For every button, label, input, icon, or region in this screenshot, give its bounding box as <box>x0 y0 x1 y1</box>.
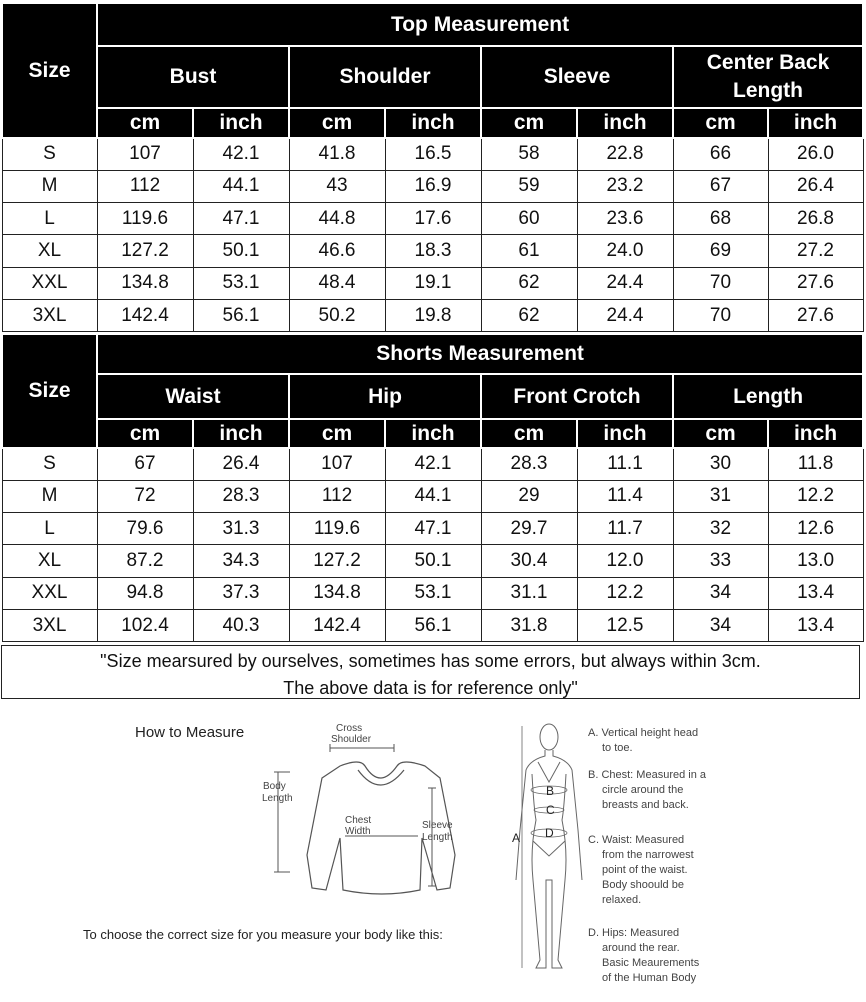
value-cell: 12.0 <box>577 545 673 577</box>
value-cell: 58 <box>481 138 577 170</box>
value-cell: 24.0 <box>577 235 673 267</box>
value-cell: 12.2 <box>768 480 863 512</box>
value-cell: 50.1 <box>385 545 481 577</box>
note-text: D. Hips: Measured <box>588 927 680 939</box>
value-cell: 50.1 <box>193 235 289 267</box>
size-cell: 3XL <box>2 609 97 641</box>
note-text: C. Waist: Measured <box>588 834 685 846</box>
table-title: Shorts Measurement <box>97 334 863 374</box>
value-cell: 11.7 <box>577 513 673 545</box>
note-text: A. Vertical height head <box>588 727 699 739</box>
table-row <box>2 545 863 577</box>
value-cell: 94.8 <box>97 577 193 609</box>
value-cell: 42.1 <box>385 448 481 480</box>
note-text: circle around the <box>602 784 684 796</box>
value-cell: 119.6 <box>289 513 385 545</box>
column-group-header: Bust <box>97 46 289 108</box>
unit-header: inch <box>385 108 481 138</box>
value-cell: 68 <box>673 203 768 235</box>
value-cell: 31.3 <box>193 513 289 545</box>
value-cell: 87.2 <box>97 545 193 577</box>
value-cell: 16.9 <box>385 170 481 202</box>
value-cell: 30 <box>673 448 768 480</box>
note-text: Body shoould be <box>602 879 684 891</box>
value-cell: 13.0 <box>768 545 863 577</box>
value-cell: 19.1 <box>385 267 481 299</box>
value-cell: 16.5 <box>385 138 481 170</box>
chest-width-label: Width <box>345 826 371 837</box>
unit-header: inch <box>193 108 289 138</box>
value-cell: 47.1 <box>385 513 481 545</box>
value-cell: 142.4 <box>289 609 385 641</box>
value-cell: 26.8 <box>768 203 863 235</box>
unit-header: cm <box>97 108 193 138</box>
shirt-outline-icon <box>307 762 455 894</box>
note-text: Basic Meaurements <box>602 957 700 969</box>
body-measure-note <box>588 833 748 908</box>
top-measurement-table <box>1 2 864 332</box>
value-cell: 107 <box>97 138 193 170</box>
size-header: Size <box>2 3 97 138</box>
value-cell: 26.4 <box>768 170 863 202</box>
table-row <box>2 138 863 170</box>
choose-size-instruction: To choose the correct size for you measure your body like this: <box>83 927 443 942</box>
size-cell: XXL <box>2 577 97 609</box>
table-row <box>2 577 863 609</box>
table-row <box>2 480 863 512</box>
size-cell: XL <box>2 235 97 267</box>
table-row <box>2 267 863 299</box>
column-group-header: Waist <box>97 374 289 419</box>
value-cell: 53.1 <box>193 267 289 299</box>
size-disclaimer-note <box>1 645 860 699</box>
value-cell: 32 <box>673 513 768 545</box>
unit-header: cm <box>289 108 385 138</box>
value-cell: 60 <box>481 203 577 235</box>
unit-header: inch <box>768 108 863 138</box>
sleeve-length-label: Sleeve <box>422 820 453 831</box>
table-row <box>2 170 863 202</box>
value-cell: 30.4 <box>481 545 577 577</box>
value-cell: 47.1 <box>193 203 289 235</box>
value-cell: 27.6 <box>768 267 863 299</box>
note-text: of the Human Body <box>602 972 697 984</box>
value-cell: 40.3 <box>193 609 289 641</box>
value-cell: 43 <box>289 170 385 202</box>
size-cell: S <box>2 448 97 480</box>
value-cell: 44.1 <box>193 170 289 202</box>
value-cell: 61 <box>481 235 577 267</box>
unit-header: inch <box>385 419 481 448</box>
note-line: "Size mearsured by ourselves, sometimes has some errors, but always within 3cm. <box>100 651 761 671</box>
cross-shoulder-label: Cross <box>336 723 363 734</box>
size-cell: XL <box>2 545 97 577</box>
value-cell: 13.4 <box>768 577 863 609</box>
value-cell: 112 <box>97 170 193 202</box>
value-cell: 112 <box>289 480 385 512</box>
value-cell: 34.3 <box>193 545 289 577</box>
column-group-header: Length <box>673 374 863 419</box>
how-to-measure-title: How to Measure <box>135 724 245 741</box>
unit-header: inch <box>577 419 673 448</box>
value-cell: 28.3 <box>481 448 577 480</box>
size-header: Size <box>2 334 97 448</box>
value-cell: 41.8 <box>289 138 385 170</box>
value-cell: 127.2 <box>97 235 193 267</box>
note-line: The above data is for reference only" <box>283 678 578 698</box>
size-cell: XXL <box>2 267 97 299</box>
shorts-measurement-table <box>1 333 864 642</box>
value-cell: 17.6 <box>385 203 481 235</box>
body-length-label: Body <box>263 781 286 792</box>
value-cell: 34 <box>673 609 768 641</box>
body-letter-a: A <box>512 831 521 845</box>
value-cell: 70 <box>673 267 768 299</box>
table-row <box>2 513 863 545</box>
value-cell: 67 <box>673 170 768 202</box>
note-text: from the narrowest <box>602 849 694 861</box>
unit-header: cm <box>673 108 768 138</box>
value-cell: 24.4 <box>577 299 673 331</box>
column-group-header: Sleeve <box>481 46 673 108</box>
value-cell: 34 <box>673 577 768 609</box>
value-cell: 12.2 <box>577 577 673 609</box>
unit-header: cm <box>673 419 768 448</box>
sleeve-length-label: Length <box>422 832 453 843</box>
table-row <box>2 203 863 235</box>
body-letter-b: B <box>546 784 555 798</box>
value-cell: 26.0 <box>768 138 863 170</box>
value-cell: 29 <box>481 480 577 512</box>
table-row <box>2 299 863 331</box>
value-cell: 13.4 <box>768 609 863 641</box>
value-cell: 27.2 <box>768 235 863 267</box>
table-title: Top Measurement <box>97 3 863 46</box>
value-cell: 27.6 <box>768 299 863 331</box>
value-cell: 11.1 <box>577 448 673 480</box>
value-cell: 62 <box>481 299 577 331</box>
value-cell: 127.2 <box>289 545 385 577</box>
chest-width-label: Chest <box>345 815 372 826</box>
value-cell: 11.8 <box>768 448 863 480</box>
value-cell: 79.6 <box>97 513 193 545</box>
value-cell: 48.4 <box>289 267 385 299</box>
value-cell: 19.8 <box>385 299 481 331</box>
value-cell: 59 <box>481 170 577 202</box>
value-cell: 142.4 <box>97 299 193 331</box>
cross-shoulder-label: Shoulder <box>331 734 372 745</box>
value-cell: 26.4 <box>193 448 289 480</box>
value-cell: 53.1 <box>385 577 481 609</box>
value-cell: 31.1 <box>481 577 577 609</box>
unit-header: cm <box>289 419 385 448</box>
value-cell: 23.6 <box>577 203 673 235</box>
column-group-header: Shoulder <box>289 46 481 108</box>
body-measure-note <box>588 768 748 813</box>
value-cell: 119.6 <box>97 203 193 235</box>
column-group-header: Front Crotch <box>481 374 673 419</box>
body-measure-note <box>588 726 748 756</box>
value-cell: 22.8 <box>577 138 673 170</box>
value-cell: 69 <box>673 235 768 267</box>
value-cell: 12.5 <box>577 609 673 641</box>
size-cell: L <box>2 203 97 235</box>
size-cell: L <box>2 513 97 545</box>
value-cell: 29.7 <box>481 513 577 545</box>
table-row <box>2 235 863 267</box>
unit-header: cm <box>97 419 193 448</box>
note-text: around the rear. <box>602 942 680 954</box>
size-cell: M <box>2 170 97 202</box>
table-row <box>2 448 863 480</box>
note-text: point of the waist. <box>602 864 688 876</box>
value-cell: 62 <box>481 267 577 299</box>
note-text: breasts and back. <box>602 799 689 811</box>
value-cell: 18.3 <box>385 235 481 267</box>
value-cell: 44.8 <box>289 203 385 235</box>
value-cell: 31.8 <box>481 609 577 641</box>
column-group-header: Hip <box>289 374 481 419</box>
body-letter-d: D <box>545 826 554 840</box>
body-measure-notes <box>588 726 748 1002</box>
note-text: relaxed. <box>602 894 642 906</box>
value-cell: 67 <box>97 448 193 480</box>
value-cell: 28.3 <box>193 480 289 512</box>
body-length-label: Length <box>262 793 293 804</box>
value-cell: 134.8 <box>289 577 385 609</box>
unit-header: cm <box>481 419 577 448</box>
note-text: to toe. <box>602 742 633 754</box>
value-cell: 31 <box>673 480 768 512</box>
body-measure-note <box>588 926 748 986</box>
unit-header: inch <box>193 419 289 448</box>
value-cell: 107 <box>289 448 385 480</box>
unit-header: cm <box>481 108 577 138</box>
size-cell: 3XL <box>2 299 97 331</box>
value-cell: 12.6 <box>768 513 863 545</box>
unit-header: inch <box>577 108 673 138</box>
value-cell: 134.8 <box>97 267 193 299</box>
value-cell: 70 <box>673 299 768 331</box>
value-cell: 24.4 <box>577 267 673 299</box>
size-cell: M <box>2 480 97 512</box>
body-letter-c: C <box>546 803 555 817</box>
value-cell: 37.3 <box>193 577 289 609</box>
body-figure-icon <box>516 724 582 968</box>
value-cell: 72 <box>97 480 193 512</box>
value-cell: 56.1 <box>385 609 481 641</box>
value-cell: 33 <box>673 545 768 577</box>
value-cell: 50.2 <box>289 299 385 331</box>
value-cell: 102.4 <box>97 609 193 641</box>
size-cell: S <box>2 138 97 170</box>
value-cell: 42.1 <box>193 138 289 170</box>
value-cell: 11.4 <box>577 480 673 512</box>
value-cell: 44.1 <box>385 480 481 512</box>
unit-header: inch <box>768 419 863 448</box>
value-cell: 66 <box>673 138 768 170</box>
value-cell: 46.6 <box>289 235 385 267</box>
table-row <box>2 609 863 641</box>
column-group-header: Center Back Length <box>673 46 863 108</box>
value-cell: 56.1 <box>193 299 289 331</box>
value-cell: 23.2 <box>577 170 673 202</box>
note-text: B. Chest: Measured in a <box>588 769 707 781</box>
